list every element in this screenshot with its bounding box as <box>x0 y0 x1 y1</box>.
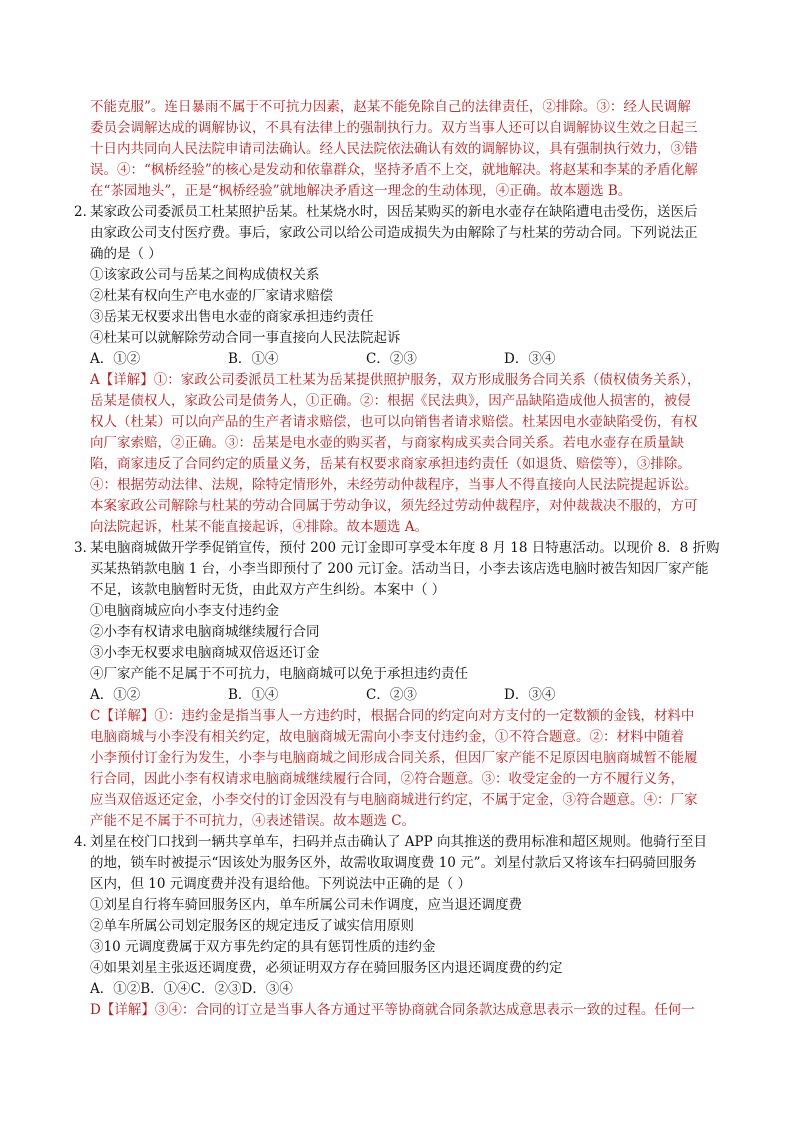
explanation-line: 向法院起诉，杜某不能直接起诉，④排除。故本题选 A。 <box>90 519 429 535</box>
question-stem-line: 4．刘星在校门口找到一辆共享单车，扫码并点击确认了 APP 向其推送的费用标准和超区规则。他骑行至目 <box>90 832 730 853</box>
statement-item: ①电脑商城应向小李支付违约金 <box>90 603 279 619</box>
choice-c: C．②③ <box>366 351 417 367</box>
question-3 <box>74 538 730 832</box>
question-number: 4． <box>74 834 97 850</box>
explanation-line: 十日内共同向人民法院申请司法确认。经人民法院依法确认有效的调解协议，具有强制执行效力，③错 <box>90 141 698 157</box>
choice-b: B．①④ <box>228 687 279 703</box>
explanation-line: 陷，商家违反了合同约定的质量义务，岳某有权要求商家承担违约责任（如退货、赔偿等），③排除。 <box>90 456 691 472</box>
statement-item: ④如果刘星主张返还调度费，必须证明双方存在骑回服务区内退还调度费的约定 <box>90 960 563 976</box>
statement-item: ②单车所属公司划定服务区的规定违反了诚实信用原则 <box>90 918 414 934</box>
choice-a: A．①② <box>90 687 141 703</box>
question-stem-line: 不足，该款电脑暂时无货，由此双方产生纠纷。本案中（ ） <box>90 582 446 598</box>
question-stem-line: 的地，锁车时被提示“因该处为服务区外，故需收取调度费 10 元”。刘星付款后又将该车扫码骑回服务 <box>90 855 697 871</box>
q1-explanation-tail <box>90 97 730 202</box>
choice-d: D．③④ <box>504 687 556 703</box>
q4-explanation <box>90 1000 730 1021</box>
q2-explanation <box>90 370 730 538</box>
question-number: 2． <box>74 204 97 220</box>
question-stem-line: 2．某家政公司委派员工杜某照护岳某。杜某烧水时，因岳某购买的新电水壶存在缺陷遭电击受伤，送医后 <box>90 202 730 223</box>
explanation-line: 不能克服”。连日暴雨不属于不可抗力因素，赵某不能免除自己的法律责任，②排除。③：经人民调解 <box>90 99 691 115</box>
question-2 <box>74 202 730 538</box>
choice-a: A．①② <box>90 351 141 367</box>
question-stem-line: 区内，但 10 元调度费并没有退给他。下列说法中正确的是（ ） <box>90 876 472 892</box>
statement-item: ①该家政公司与岳某之间构成债权关系 <box>90 267 320 283</box>
question-stem-line: 确的是（ ） <box>90 246 162 262</box>
answer-choices: A．①②B．①④C．②③D．③④ <box>90 981 293 997</box>
explanation-line: 委员会调解达成的调解协议，不具有法律上的强制执行力。双方当事人还可以自调解协议生效之日起三 <box>90 120 698 136</box>
answer-choices <box>90 685 730 706</box>
explanation-line: C【详解】①：违约金是指当事人一方违约时，根据合同的约定向对方支付的一定数额的金钱，材料中 <box>90 708 695 724</box>
statement-item: ②小李有权请求电脑商城继续履行合同 <box>90 624 320 640</box>
q3-explanation <box>90 706 730 832</box>
explanation-line: A【详解】①：家政公司委派员工杜某为岳某提供照护服务，双方形成服务合同关系（债权债务关系）， <box>90 372 701 388</box>
statement-item: ①刘星自行将车骑回服务区内，单车所属公司未作调度，应当退还调度费 <box>90 897 522 913</box>
explanation-line: 权人（杜某）可以向产品的生产者请求赔偿，也可以向销售者请求赔偿。杜某因电水壶缺陷受伤，有权 <box>90 414 698 430</box>
question-stem-line: 买某热销款电脑 1 台，小李当即预付了 200 元订金。活动当日，小李去该店选电脑时被告知因厂家产能 <box>90 561 709 577</box>
statement-item: ④厂家产能不足属于不可抗力，电脑商城可以免于承担违约责任 <box>90 666 468 682</box>
question-number: 3． <box>74 540 97 556</box>
question-stem-line: 3．某电脑商城做开学季促销宣传，预付 200 元订金即可享受本年度 8 月 18 日特惠活动。以现价 8．8 折购 <box>90 538 730 559</box>
explanation-line: 岳某是债权人，家政公司是债务人，①正确。②：根据《民法典》，因产品缺陷造成他人损害的，被侵 <box>90 393 691 409</box>
statement-item: ④杜某可以就解除劳动合同一事直接向人民法院起诉 <box>90 330 401 346</box>
explanation-line: 应当双倍返还定金，小李交付的订金因没有与电脑商城进行约定，不属于定金，③符合题意。④：厂家 <box>90 792 698 808</box>
explanation-line: 误。④：“枫桥经验”的核心是发动和依靠群众，坚持矛盾不上交，就地解决。将赵某和李某的矛盾化解 <box>90 162 698 178</box>
question-4 <box>74 832 730 1021</box>
statement-item: ③岳某无权要求出售电水壶的商家承担违约责任 <box>90 309 374 325</box>
answer-choices <box>90 349 730 370</box>
explanation-line: D【详解】③④：合同的订立是当事人各方通过平等协商就合同条款达成意思表示一致的过程。任何一 <box>90 1002 695 1018</box>
statement-item: ③10 元调度费属于双方事先约定的具有惩罚性质的违约金 <box>90 939 436 955</box>
explanation-line: 电脑商城与小李没有相关约定，故电脑商城无需向小李支付违约金，①不符合题意。②：材料中随着 <box>90 729 684 745</box>
choice-d: D．③④ <box>504 351 556 367</box>
explanation-line: 行合同，因此小李有权请求电脑商城继续履行合同，②符合题意。③：收受定金的一方不履行义务， <box>90 771 684 787</box>
statement-item: ③小李无权要求电脑商城双倍返还订金 <box>90 645 320 661</box>
explanation-line: ④：根据劳动法律、法规，除特定情形外，未经劳动仲裁程序，当事人不得直接向人民法院提起诉讼。 <box>90 477 698 493</box>
explanation-line: 向厂家索赔，②正确。③：岳某是电水壶的购买者，与商家构成买卖合同关系。若电水壶存在质量缺 <box>90 435 684 451</box>
explanation-line: 本案家政公司解除与杜某的劳动合同属于劳动争议，须先经过劳动仲裁程序，对仲裁裁决不服的，方可 <box>90 498 698 514</box>
explanation-line: 小李预付订金行为发生，小李与电脑商城之间形成合同关系，但因厂家产能不足原因电脑商城暂不能履 <box>90 750 698 766</box>
statement-item: ②杜某有权向生产电水壶的厂家请求赔偿 <box>90 288 333 304</box>
choice-b: B．①④ <box>228 351 279 367</box>
explanation-line: 在“茶园地头”，正是“枫桥经验”就地解决矛盾这一理念的生动体现，④正确。故本题选 B。 <box>90 183 632 199</box>
explanation-line: 产能不足不属于不可抗力，④表述错误。故本题选 C。 <box>90 813 416 829</box>
question-stem-line: 由家政公司支付医疗费。事后，家政公司以给公司造成损失为由解除了与杜某的劳动合同。下列说法正 <box>90 225 698 241</box>
document-page <box>74 97 730 1021</box>
choice-c: C．②③ <box>366 687 417 703</box>
